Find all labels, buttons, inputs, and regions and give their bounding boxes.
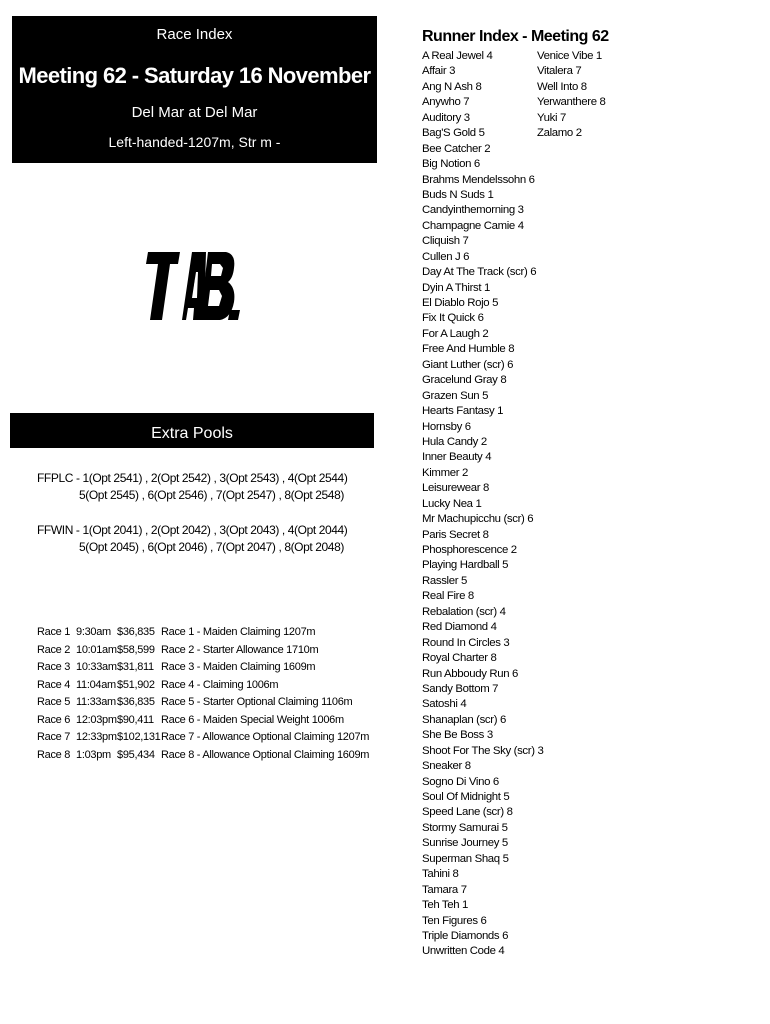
runner-item: Sunrise Journey 5 — [422, 837, 508, 850]
runner-item: Zalamo 2 — [537, 127, 582, 140]
venue-text: Del Mar at Del Mar — [131, 104, 258, 121]
runner-item: Run Abboudy Run 6 — [422, 667, 519, 680]
runner-item: For A Laugh 2 — [422, 327, 489, 340]
race-description: Race 8 - Allowance Optional Claiming 1609m — [161, 748, 370, 761]
race-number: Race 5 — [37, 696, 71, 708]
runner-item: Shoot For The Sky (scr) 3 — [422, 744, 544, 757]
runner-item: Champagne Camie 4 — [422, 219, 524, 232]
runner-item: Hornsby 6 — [422, 420, 471, 433]
runner-item: Hula Candy 2 — [422, 435, 487, 448]
race-prize: $95,434 — [117, 748, 155, 761]
runner-item: Buds N Suds 1 — [422, 188, 494, 201]
runner-item: Triple Diamonds 6 — [422, 929, 509, 942]
runner-item: Superman Shaq 5 — [422, 852, 509, 865]
runner-item: Sneaker 8 — [422, 760, 471, 773]
race-prize: $102,131 — [117, 731, 161, 743]
tab-logo — [144, 248, 240, 324]
runner-item: Yuki 7 — [537, 111, 566, 124]
ffwin-line-1: FFWIN - 1(Opt 2041) , 2(Opt 2042) , 3(Opt 2043) , 4(Opt 2044) — [37, 523, 348, 537]
runner-item: Free And Humble 8 — [422, 343, 515, 356]
runner-item: Stormy Samurai 5 — [422, 821, 508, 834]
race-prize: $58,599 — [117, 643, 155, 656]
runner-list-column-1 — [422, 49, 543, 960]
race-prize: $36,835 — [117, 696, 155, 708]
runner-item: Sandy Bottom 7 — [422, 682, 499, 695]
runner-item: Sogno Di Vino 6 — [422, 775, 499, 788]
extra-pools-header: Extra Pools — [10, 413, 374, 448]
runner-item: Round In Circles 3 — [422, 636, 510, 649]
race-number: Race 2 — [37, 643, 71, 656]
runner-index-title: Runner Index - Meeting 62 — [422, 28, 609, 45]
meeting-title: Meeting 62 - Saturday 16 November — [18, 63, 371, 88]
runner-item: Leisurewear 8 — [422, 482, 489, 495]
runner-item: Hearts Fantasy 1 — [422, 405, 504, 418]
runner-item: Shanaplan (scr) 6 — [422, 713, 506, 726]
runner-item: Anywho 7 — [422, 96, 470, 109]
ffplc-pool — [37, 470, 347, 504]
runner-item: Cullen J 6 — [422, 250, 470, 263]
runner-item: Speed Lane (scr) 8 — [422, 806, 513, 819]
race-number: Race 6 — [37, 713, 71, 726]
runner-item: Inner Beauty 4 — [422, 451, 492, 464]
ffplc-line-1: FFPLC - 1(Opt 2541) , 2(Opt 2542) , 3(Opt 2543) , 4(Opt 2544) — [37, 471, 348, 485]
race-prize: $90,411 — [117, 713, 154, 726]
runner-item: Fix It Quick 6 — [422, 312, 484, 325]
runner-item: Phosphorescence 2 — [422, 544, 517, 556]
race-prize: $36,835 — [117, 626, 155, 638]
ffwin-pool — [37, 522, 347, 556]
runner-item: Grazen Sun 5 — [422, 389, 489, 402]
runner-item: Ang N Ash 8 — [422, 80, 482, 93]
runner-item: Gracelund Gray 8 — [422, 374, 507, 387]
runner-item: Affair 3 — [422, 65, 456, 78]
race-time: 12:03pm — [76, 713, 117, 726]
runner-item: Royal Charter 8 — [422, 652, 497, 665]
runner-item: She Be Boss 3 — [422, 729, 493, 742]
race-number: Race 1 — [37, 626, 71, 638]
race-time: 11:33am — [76, 696, 116, 708]
ffplc-line-2: 5(Opt 2545) , 6(Opt 2546) , 7(Opt 2547) , 8(Opt 2548) — [79, 488, 344, 502]
race-description: Race 5 - Starter Optional Claiming 1106m — [161, 696, 353, 708]
runner-item: Real Fire 8 — [422, 590, 474, 603]
race-number: Race 7 — [37, 731, 71, 743]
race-description: Race 6 - Maiden Special Weight 1006m — [161, 713, 344, 726]
runner-item: Rassler 5 — [422, 574, 467, 587]
runner-item: Venice Vibe 1 — [537, 50, 602, 62]
runner-item: A Real Jewel 4 — [422, 50, 493, 62]
race-time: 10:01am — [76, 643, 117, 656]
runner-item: Big Notion 6 — [422, 158, 480, 171]
race-time: 9:30am — [76, 626, 111, 638]
runner-item: Red Diamond 4 — [422, 621, 497, 634]
runner-item: Day At The Track (scr) 6 — [422, 266, 537, 279]
runner-item: Rebalation (scr) 4 — [422, 605, 506, 618]
runner-item: Bee Catcher 2 — [422, 142, 491, 155]
race-number: Race 4 — [37, 678, 71, 691]
runner-item: Kimmer 2 — [422, 466, 468, 479]
race-time: 12:33pm — [76, 731, 117, 743]
race-time: 1:03pm — [76, 748, 111, 761]
runner-item: El Diablo Rojo 5 — [422, 297, 499, 309]
runner-item: Ten Figures 6 — [422, 914, 487, 927]
runner-item: Paris Secret 8 — [422, 528, 489, 541]
runner-item: Tahini 8 — [422, 868, 459, 881]
race-prize: $31,811 — [117, 661, 154, 673]
race-prize: $51,902 — [117, 678, 155, 691]
runner-item: Soul Of Midnight 5 — [422, 791, 510, 803]
race-description: Race 2 - Starter Allowance 1710m — [161, 643, 319, 656]
runner-item: Brahms Mendelssohn 6 — [422, 173, 535, 186]
runner-item: Mr Machupicchu (scr) 6 — [422, 513, 534, 526]
runner-list-column-2 — [537, 49, 606, 142]
runner-item: Lucky Nea 1 — [422, 497, 482, 510]
runner-item: Well Into 8 — [537, 80, 587, 93]
race-number: Race 8 — [37, 748, 71, 761]
runner-item: Satoshi 4 — [422, 698, 467, 711]
race-time: 10:33am — [76, 661, 117, 673]
runner-item: Dyin A Thirst 1 — [422, 281, 490, 294]
runner-item: Unwritten Code 4 — [422, 945, 505, 958]
race-time: 11:04am — [76, 678, 116, 691]
runner-item: Tamara 7 — [422, 883, 467, 896]
meeting-header — [12, 16, 377, 163]
race-description: Race 1 - Maiden Claiming 1207m — [161, 626, 316, 638]
runner-item: Auditory 3 — [422, 111, 470, 124]
runner-item: Cliquish 7 — [422, 235, 469, 248]
track-text: Left-handed-1207m, Str m - — [108, 134, 281, 150]
ffwin-line-2: 5(Opt 2045) , 6(Opt 2046) , 7(Opt 2047) , 8(Opt 2048) — [79, 540, 344, 554]
runner-item: Teh Teh 1 — [422, 899, 469, 912]
runner-item: Candyinthemorning 3 — [422, 204, 524, 217]
runner-item: Yerwanthere 8 — [537, 96, 606, 109]
runner-item: Vitalera 7 — [537, 65, 582, 78]
race-number: Race 3 — [37, 661, 71, 673]
race-description: Race 4 - Claiming 1006m — [161, 678, 279, 691]
runner-item: Playing Hardball 5 — [422, 559, 509, 572]
runner-item: Giant Luther (scr) 6 — [422, 358, 514, 371]
runner-item: Bag'S Gold 5 — [422, 127, 485, 140]
tab-logo-graphic — [144, 248, 240, 324]
race-description: Race 7 - Allowance Optional Claiming 1207m — [161, 731, 370, 743]
race-description: Race 3 - Maiden Claiming 1609m — [161, 661, 316, 673]
race-index-title: Race Index — [156, 26, 233, 43]
